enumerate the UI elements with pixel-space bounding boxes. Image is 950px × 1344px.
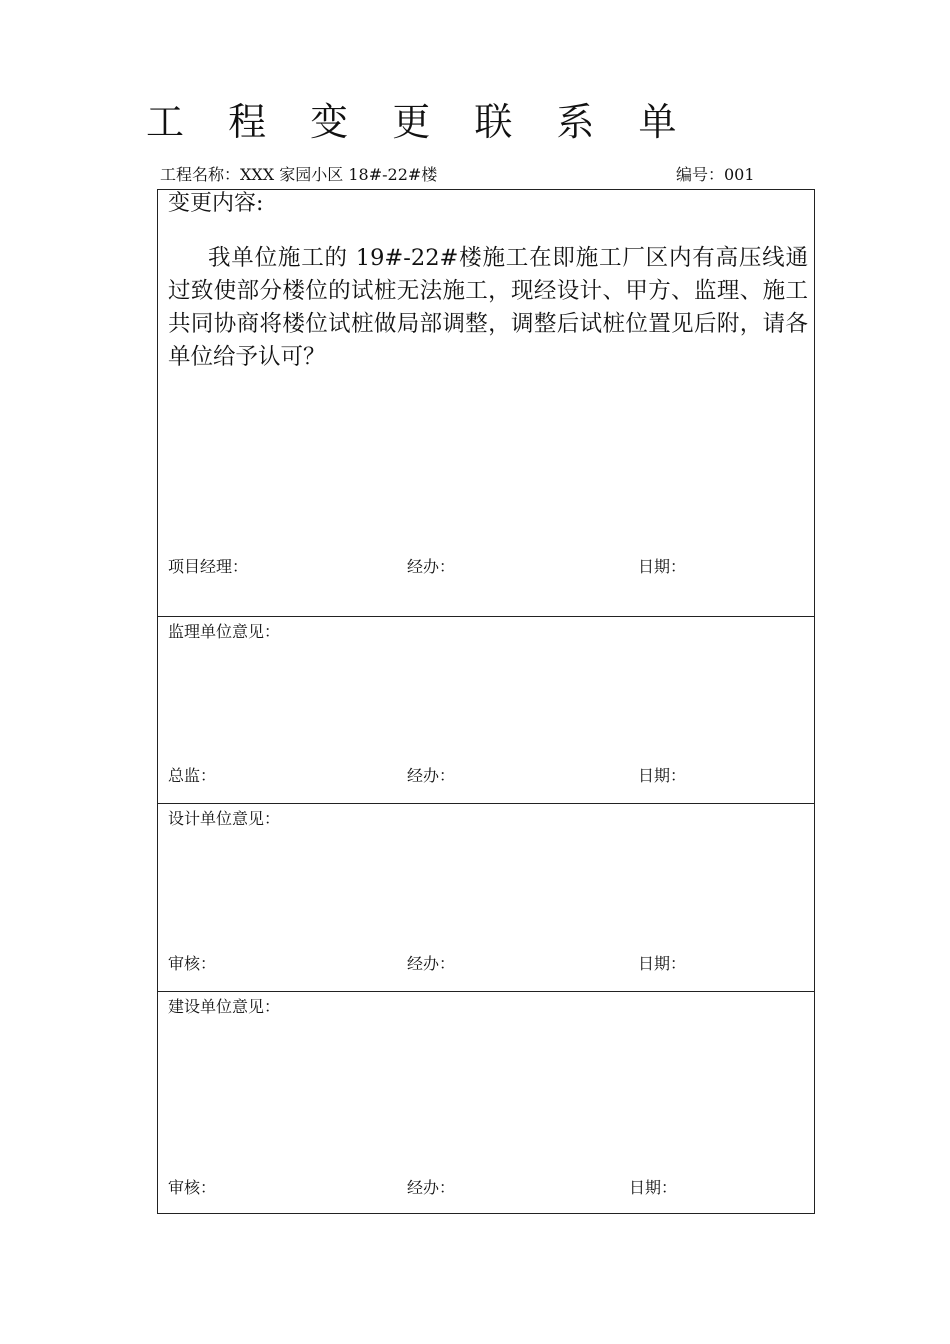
reviewer-label: 审核： xyxy=(168,954,217,973)
change-content-text: 我单位施工的 19#-22#楼施工在即施工厂区内有高压线通过致使部分楼位的试桩无法施工，现经设计、甲方、监理、施工共同协商将楼位试桩做局部调整，调整后试桩位置见后附，请各单位给予认可？ xyxy=(168,245,808,370)
handler-label: 经办： xyxy=(407,766,456,785)
construction-opinion-section xyxy=(158,991,814,1215)
date-label: 日期： xyxy=(638,766,687,785)
date-label: 日期： xyxy=(629,1178,678,1197)
handler-label: 经办： xyxy=(407,557,456,576)
date-label: 日期： xyxy=(638,954,687,973)
supervision-opinion-heading: 监理单位意见： xyxy=(168,622,281,641)
handler-label: 经办： xyxy=(407,954,456,973)
handler-label: 经办： xyxy=(407,1178,456,1197)
change-content-section xyxy=(158,190,814,616)
change-form xyxy=(157,189,815,1214)
project-manager-label: 项目经理： xyxy=(168,557,249,576)
construction-opinion-heading: 建设单位意见： xyxy=(168,997,281,1016)
date-label: 日期： xyxy=(638,557,687,576)
design-opinion-section xyxy=(158,803,814,991)
supervision-opinion-section xyxy=(158,616,814,803)
chief-supervisor-label: 总监： xyxy=(168,766,217,785)
document-number: 编号：001 xyxy=(676,165,755,184)
reviewer-label: 审核： xyxy=(168,1178,217,1197)
design-opinion-heading: 设计单位意见： xyxy=(168,809,281,828)
project-name: 工程名称：XXX 家园小区 18#-22#楼 xyxy=(160,165,438,184)
change-content-heading: 变更内容: xyxy=(168,191,264,216)
document-title: 工 程 变 更 联 系 单 xyxy=(146,100,693,144)
